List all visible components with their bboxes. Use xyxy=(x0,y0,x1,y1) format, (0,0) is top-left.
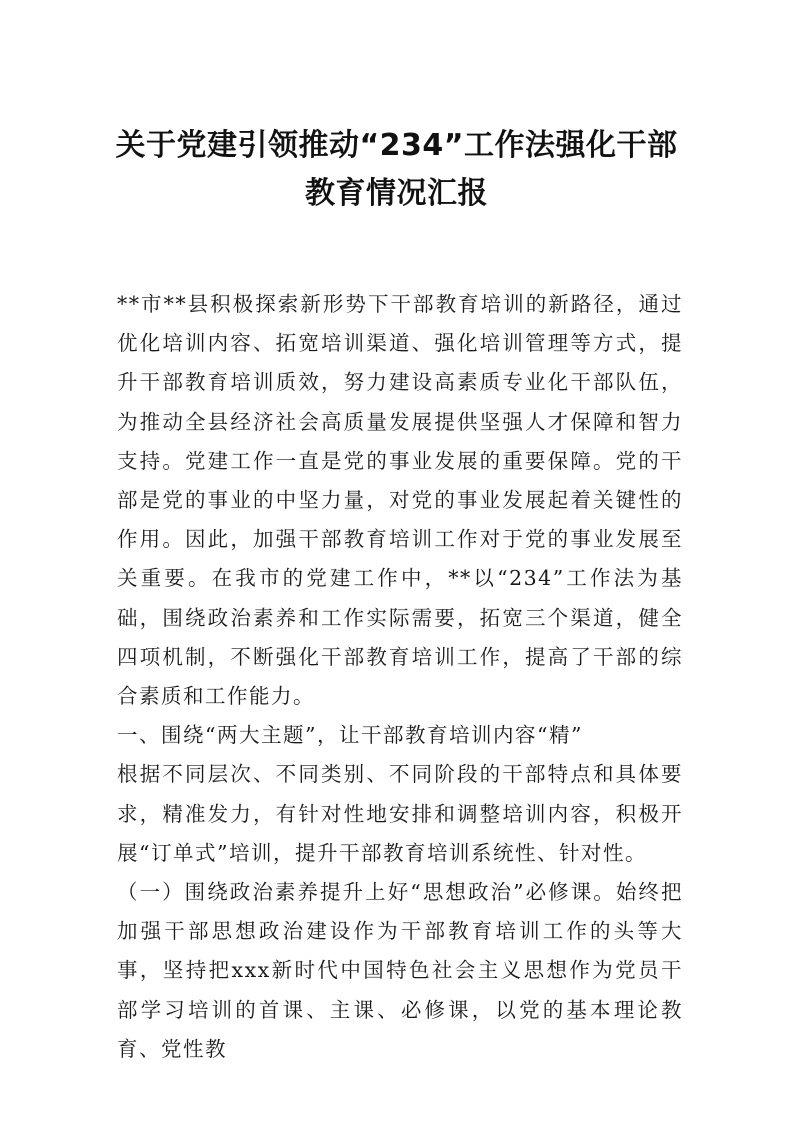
section-paragraph: 根据不同层次、不同类别、不同阶段的干部特点和具体要求，精准发力，有针对性地安排和调整培训内容，积极开展“订单式”培训，提升干部教育培训系统性、针对性。 xyxy=(117,762,683,865)
document-title-line-1: 关于党建引领推动“234”工作法强化干部 xyxy=(115,128,678,163)
section-heading: 一、围绕“两大主题”，让干部教育培训内容“精” xyxy=(117,723,583,748)
intro-paragraph: **市**县积极探索新形势下干部教育培训的新路径，通过优化培训内容、拓宽培训渠道、强化培训管理等方式，提升干部教育培训质效，努力建设高素质专业化干部队伍，为推动全县经济社会高质量发展提供坚强人才保障和智力支持。党建工作一直是党的事业发展的重要保障。党的干部是党的事业的中坚力量，对党的事业发展起着关键性的作用。因此，加强干部教育培训工作对于党的事业发展至关重要。在我市的党建工作中，**以“234”工作法为基础，围绕政治素养和工作实际需要，拓宽三个渠道，健全四项机制，不断强化干部教育培训工作，提高了干部的综合素质和工作能力。 xyxy=(117,292,683,709)
document-title-line-2: 教育情况汇报 xyxy=(305,176,488,211)
subsection-paragraph: （一）围绕政治素养提升上好“思想政治”必修课。始终把加强干部思想政治建设作为干部教育培训工作的头等大事，坚持把xxx新时代中国特色社会主义思想作为党员干部学习培训的首课、主课、必修课，以党的基本理论教育、党性教 xyxy=(117,880,683,1061)
document-body xyxy=(117,285,683,1069)
